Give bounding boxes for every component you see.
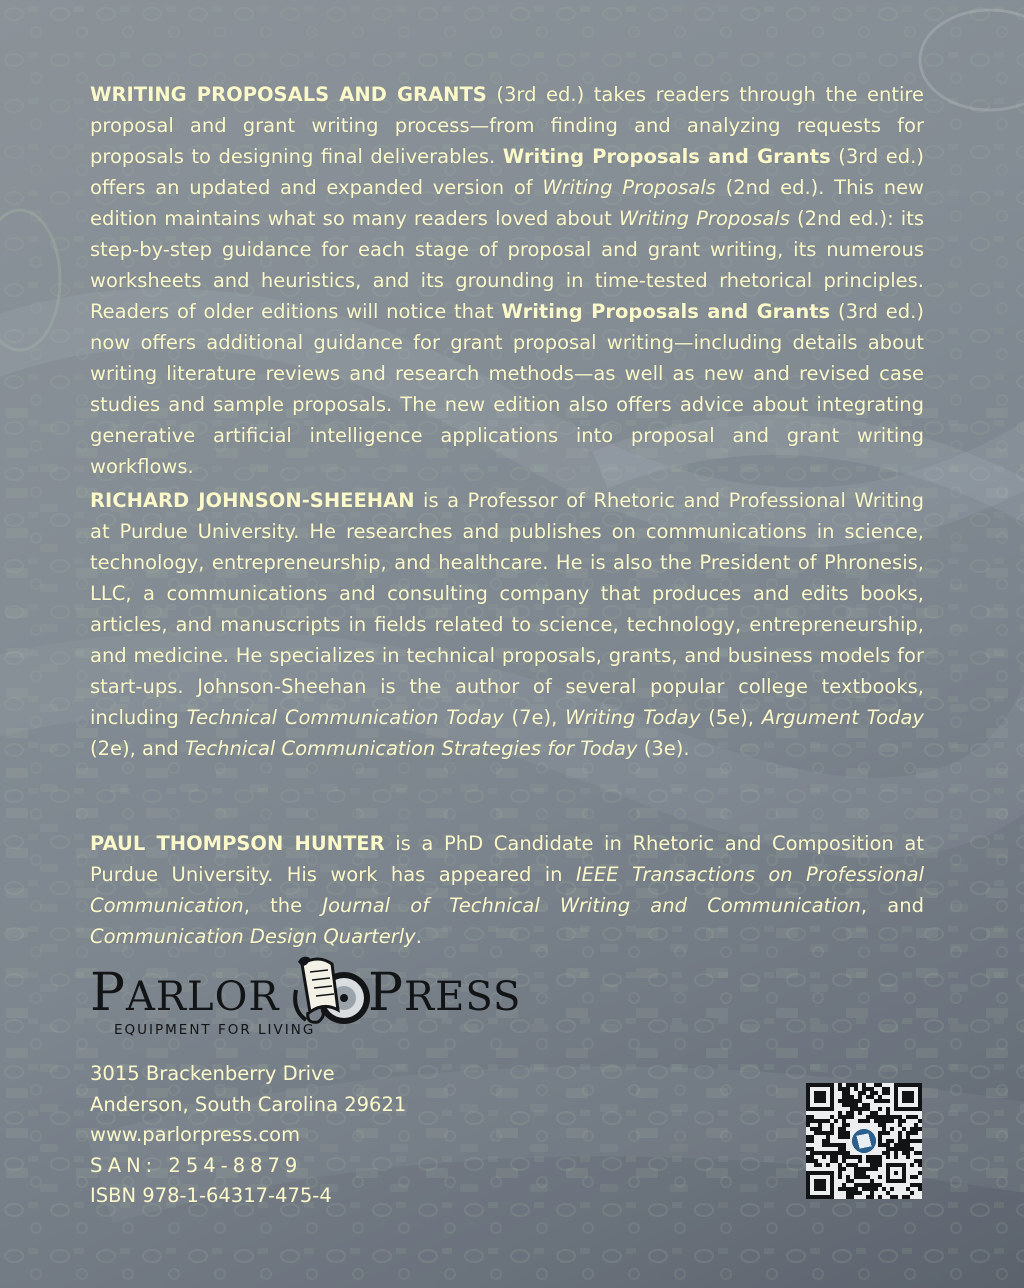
book-description: WRITING PROPOSALS AND GRANTS (3rd ed.) takes readers through the entire proposal and grant writing process—from finding and analyzing requests for proposals to designing final deliverables. Writing Proposals and Grants (3rd ed.) offers an updated and expanded version of Writing Proposals (2nd ed.). This new edition maintains what so many readers loved about Writing Proposals (2nd ed.): its step-by-step guidance for each stage of proposal and grant writing, its numerous worksheets and heuristics, and its grounding in time-tested rhetorical principles. Readers of older editions will notice that Writing Proposals and Grants (3rd ed.) now offers additional guidance for grant proposal writing—including details about writing literature reviews and research methods—as well as new and revised case studies and sample proposals. The new edition also offers advice about integrating generative artificial intelligence applications into proposal and grant writing workflows.: [90, 83, 925, 478]
book-title: Writing Proposals and Grants: [501, 300, 831, 323]
isbn-number: ISBN 978-1-64317-475-4: [90, 1184, 332, 1207]
book-title: WRITING PROPOSALS AND GRANTS: [90, 83, 487, 106]
logo-word-parlor: PARLOR: [90, 963, 280, 1023]
san-number: SAN: 254-8879: [90, 1153, 303, 1177]
author-name: PAUL THOMPSON HUNTER: [90, 832, 385, 855]
author-bio-hunter: PAUL THOMPSON HUNTER is a PhD Candidate in Rhetoric and Composition at Purdue University. His work has appeared in IEEE Transactions on Professional Communication, the Journal of Technical Writing and Communication, and Communication Design Quarterly.: [90, 832, 924, 948]
journal-title: Journal of Technical Writing and Communication: [322, 894, 861, 917]
logo-word-press: PRESS: [368, 963, 522, 1023]
book-title-italic: Technical Communication Strategies for Today: [184, 737, 638, 760]
journal-title: IEEE Transactions on Professional Communication: [90, 863, 924, 917]
city-state-zip: Anderson, South Carolina 29621: [90, 1092, 407, 1116]
website-link[interactable]: www.parlorpress.com: [90, 1123, 301, 1146]
parlor-press-logo: [88, 950, 522, 1045]
journal-title: Communication Design Quarterly: [90, 925, 416, 948]
book-title-italic: Argument Today: [761, 706, 924, 729]
previous-edition-title: Writing Proposals: [542, 176, 716, 199]
author-name: RICHARD JOHNSON-SHEEHAN: [90, 489, 415, 512]
publisher-address-block: [90, 1059, 406, 1212]
logo-tagline: EQUIPMENT FOR LIVING: [114, 1022, 316, 1038]
qr-code-icon[interactable]: [806, 1083, 922, 1199]
street-address: 3015 Brackenberry Drive: [90, 1062, 335, 1085]
previous-edition-title: Writing Proposals: [618, 207, 790, 230]
book-title-italic: Technical Communication Today: [186, 706, 504, 729]
book-title: Writing Proposals and Grants: [502, 145, 831, 168]
book-title-italic: Writing Today: [565, 706, 701, 729]
author-bio-johnson-sheehan: RICHARD JOHNSON-SHEEHAN is a Professor of Rhetoric and Professional Writing at Purdue University. He researches and publishes on communications in science, technology, entrepreneurship, and healthcare. He is also the President of Phronesis, LLC, a communications and consulting company that produces and edits books, articles, and manuscripts in fields related to science, technology, entrepreneurship, and medicine. He specializes in technical proposals, grants, and business models for start-ups. Johnson-Sheehan is the author of several popular college textbooks, including Technical Communication Today (7e), Writing Today (5e), Argument Today (2e), and Technical Communication Strategies for Today (3e).: [90, 489, 924, 760]
